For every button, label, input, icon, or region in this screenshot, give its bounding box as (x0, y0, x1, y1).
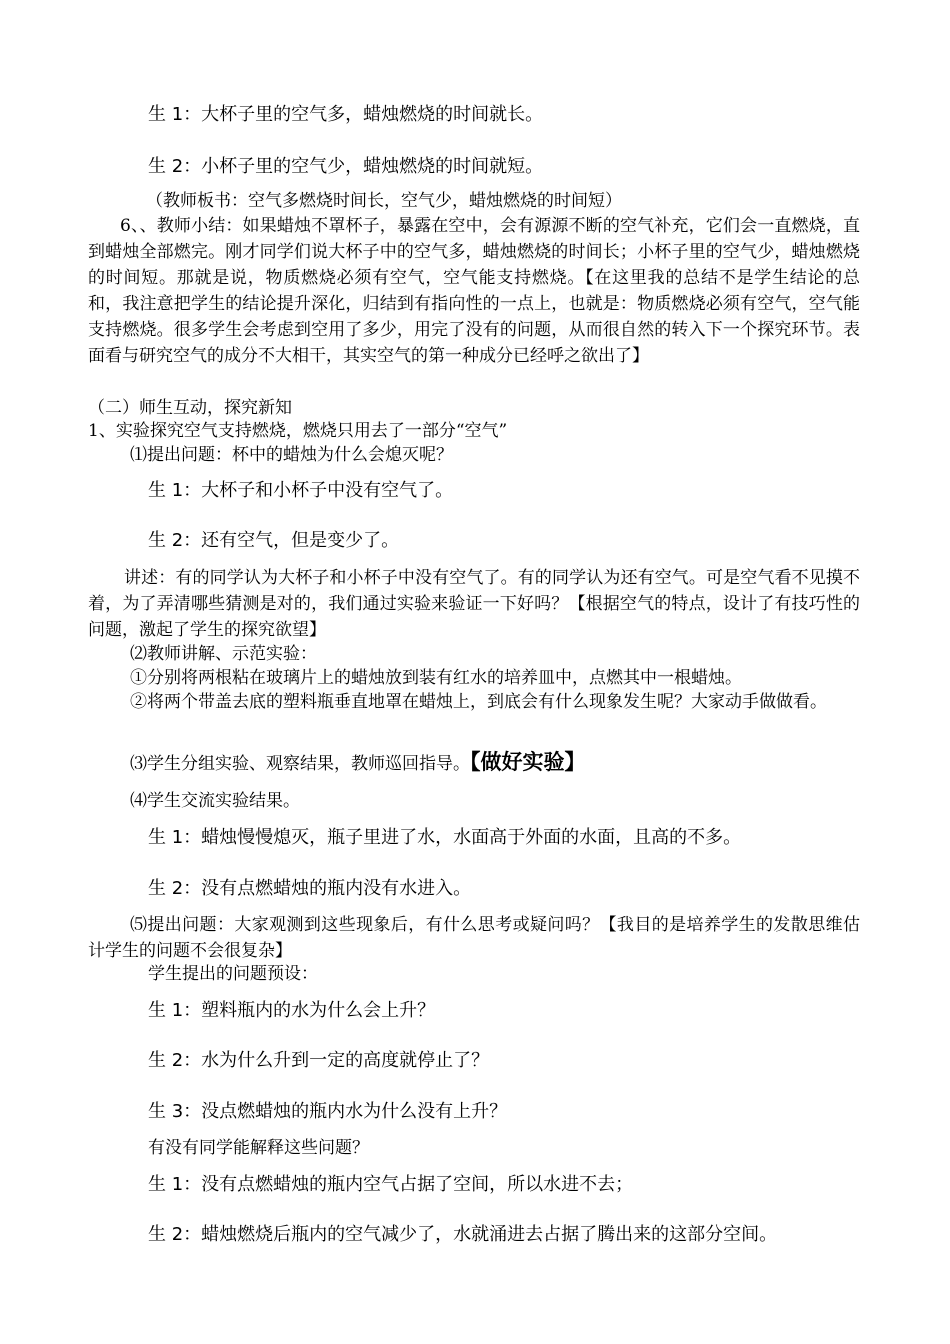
step-2b: ②将两个带盖去底的塑料瓶垂直地罩在蜡烛上，到底会有什么现象发生呢？大家动手做做看。 (130, 692, 827, 712)
step-5-paragraph: ⑸提出问题：大家观测到这些现象后，有什么思考或疑问吗？【我目的是培养学生的发散思维估计学生的问题不会很复杂】 (88, 915, 860, 961)
student-answer-2: 生 2：还有空气，但是变少了。 (148, 530, 400, 551)
student-question-1: 生 1：塑料瓶内的水为什么会上升？ (148, 1000, 436, 1021)
student-answer-2: 生 2：小杯子里的空气少，蜡烛燃烧的时间就短。 (148, 156, 544, 177)
student-answer-1: 生 1：大杯子和小杯子中没有空气了。 (148, 480, 454, 501)
emphasis-note: 【做好实验】 (470, 750, 586, 774)
step-4: ⑷学生交流实验结果。 (130, 791, 300, 811)
student-question-3: 生 3：没点燃蜡烛的瓶内水为什么没有上升？ (148, 1101, 508, 1122)
student-explanation-2: 生 2：蜡烛燃烧后瓶内的空气减少了，水就涌进去占据了腾出来的这部分空间。 (148, 1224, 778, 1245)
summary-paragraph: 6、、教师小结：如果蜡烛不罩杯子，暴露在空中，会有源源不断的空气补充，它们会一直燃烧，直到蜡烛全部燃完。刚才同学们说大杯子中的空气多，蜡烛燃烧的时间长；小杯子里的空气少，蜡烛燃烧的时间短。那就是说，物质燃烧必须有空气，空气能支持燃烧。【在这里我的总结不是学生结论的总和，我注意把学生的结论提升深化，归结到有指向性的一点上，也就是：物质燃烧必须有空气，空气能支持燃烧。很多学生会考虑到空用了多少，用完了没有的问题，从而很自然的转入下一个探究环节。表面看与研究空气的成分不大相干，其实空气的第一种成分已经呼之欲出了】 (88, 216, 860, 366)
subsection-title: 1、实验探究空气支持燃烧，燃烧只用去了一部分“空气” (88, 421, 508, 441)
student-explanation-1: 生 1：没有点燃蜡烛的瓶内空气占据了空间，所以水进不去； (148, 1174, 634, 1195)
explain-prompt: 有没有同学能解释这些问题？ (148, 1138, 369, 1158)
student-answer-2: 生 2：没有点燃蜡烛的瓶内没有水进入。 (148, 878, 472, 899)
board-note: （教师板书：空气多燃烧时间长，空气少，蜡烛燃烧的时间短） (146, 191, 622, 211)
student-answer-1: 生 1：蜡烛慢慢熄灭，瓶子里进了水，水面高于外面的水面，且高的不多。 (148, 827, 742, 848)
student-answer-1: 生 1：大杯子里的空气多，蜡烛燃烧的时间就长。 (148, 104, 544, 125)
question-1: ⑴提出问题：杯中的蜡烛为什么会熄灭呢？ (130, 445, 453, 465)
step-2a: ①分别将两根粘在玻璃片上的蜡烛放到装有红水的培养皿中，点燃其中一根蜡烛。 (130, 668, 742, 688)
narration-paragraph: 讲述：有的同学认为大杯子和小杯子中没有空气了。有的同学认为还有空气。可是空气看不见摸不着，为了弄清哪些猜测是对的，我们通过实验来验证一下好吗？【根据空气的特点，设计了有技巧性的问题，激起了学生的探究欲望】 (88, 568, 860, 640)
student-question-2: 生 2：水为什么升到一定的高度就停止了？ (148, 1050, 490, 1071)
step-3: ⑶学生分组实验、观察结果，教师巡回指导。 (130, 754, 470, 774)
section-title: （二）师生互动，探究新知 (88, 398, 292, 418)
step-3-line (130, 746, 586, 777)
preset-title: 学生提出的问题预设： (148, 964, 318, 984)
step-2: ⑵教师讲解、示范实验： (130, 644, 317, 664)
